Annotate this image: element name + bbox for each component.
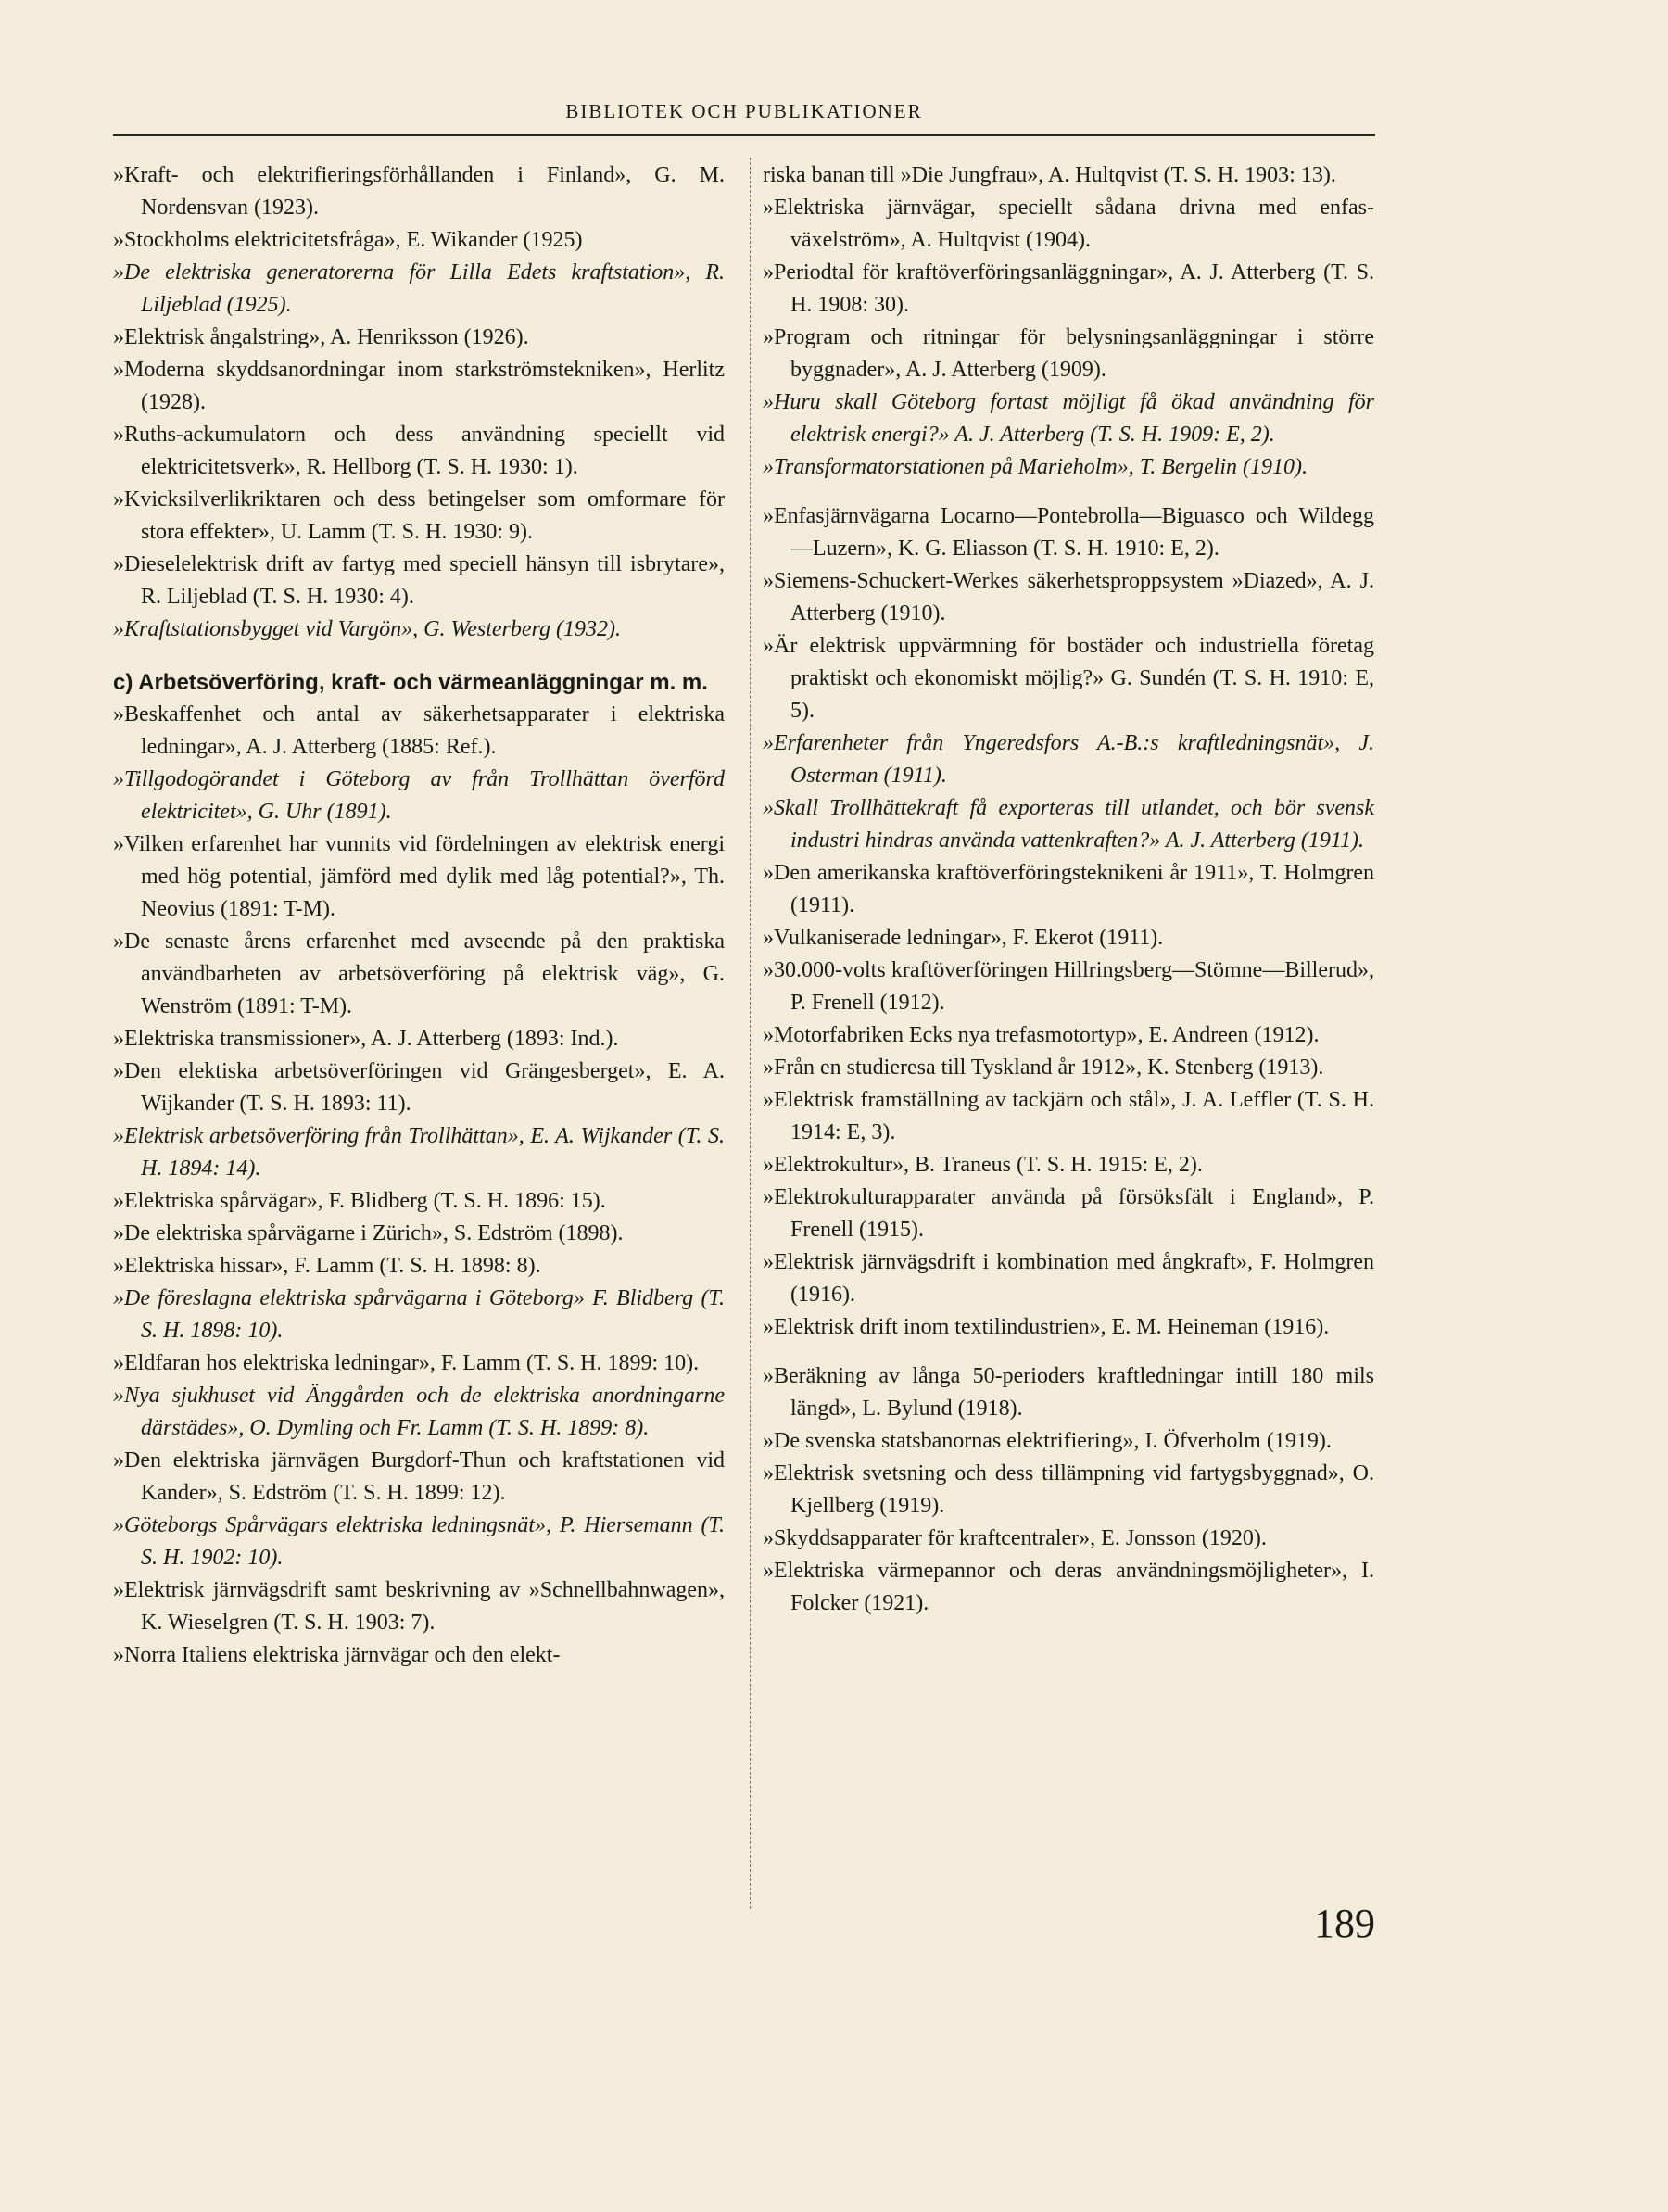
- bibliography-entry: »Huru skall Göteborg fortast möjligt få ökad användning för elektrisk energi?» A. J. Atterberg (T. S. H. 1909: E, 2).: [763, 390, 1374, 447]
- bibliography-entry: »Elektriska hissar», F. Lamm (T. S. H. 1898: 8).: [113, 1254, 541, 1278]
- bibliography-entry: »De elektriska spårvägarne i Zürich», S. Edström (1898).: [113, 1221, 624, 1245]
- bibliography-entry: »Elektriska värmepannor och deras användningsmöjligheter», I. Folcker (1921).: [763, 1559, 1374, 1615]
- bibliography-entry: »De föreslagna elektriska spårvägarna i Göteborg» F. Blidberg (T. S. H. 1898: 10).: [113, 1286, 725, 1343]
- bibliography-entry: »Vilken erfarenhet har vunnits vid fördelningen av elektrisk energi med hög potential, jämförd med dylik med låg potential?», Th. Neovius (1891: T-M).: [113, 832, 725, 921]
- left-column: [113, 159, 725, 1672]
- bibliography-entry: »Enfasjärnvägarna Locarno—Pontebrolla—Biguasco och Wildegg—Luzern», K. G. Eliasson (T. S. H. 1910: E, 2).: [763, 504, 1374, 561]
- bibliography-entry: »Från en studieresa till Tyskland år 1912», K. Stenberg (1913).: [763, 1055, 1324, 1080]
- left-entries-b: [113, 699, 725, 1672]
- bibliography-entry: »Den elektiska arbetsöverföringen vid Grängesberget», E. A. Wijkander (T. S. H. 1893: 11).: [113, 1059, 725, 1116]
- bibliography-entry: »Skall Trollhättekraft få exporteras till utlandet, och bör svensk industri hindras använda vattenkraften?» A. J. Atterberg (1911).: [763, 796, 1374, 853]
- bibliography-entry: »Beräkning av långa 50-perioders kraftledningar intill 180 mils längd», L. Bylund (1918).: [763, 1364, 1374, 1421]
- bibliography-entry: »Är elektrisk uppvärmning för bostäder och industriella företag praktiskt och ekonomiskt möjlig?» G. Sundén (T. S. H. 1910: E, 5).: [763, 634, 1374, 723]
- bibliography-entry: »Elektrokulturapparater använda på försöksfält i England», P. Frenell (1915).: [763, 1185, 1374, 1242]
- bibliography-entry: »Skyddsapparater för kraftcentraler», E. Jonsson (1920).: [763, 1526, 1267, 1550]
- bibliography-entry: »Norra Italiens elektriska järnvägar och den elekt-: [113, 1643, 561, 1667]
- bibliography-entry: »Elektrisk drift inom textilindustrien», E. M. Heineman (1916).: [763, 1315, 1330, 1339]
- bibliography-entry: »Elektrisk arbetsöverföring från Trollhättan», E. A. Wijkander (T. S. H. 1894: 14).: [113, 1124, 725, 1181]
- bibliography-entry: »Kvicksilverlikriktaren och dess betingelser som omformare för stora effekter», U. Lamm (T. S. H. 1930: 9).: [113, 487, 725, 544]
- running-header: BIBLIOTEK OCH PUBLIKATIONER: [565, 100, 923, 122]
- page-number: 189: [1314, 1901, 1375, 1946]
- bibliography-entry: riska banan till »Die Jungfrau», A. Hultqvist (T. S. H. 1903: 13).: [763, 163, 1336, 187]
- spacer: [763, 1344, 1374, 1360]
- bibliography-entry: »Elektrisk järnvägsdrift i kombination med ångkraft», F. Holmgren (1916).: [763, 1250, 1374, 1307]
- bibliography-entry: »Nya sjukhuset vid Änggården och de elektriska anordningarne därstädes», O. Dymling och Fr. Lamm (T. S. H. 1899: 8).: [113, 1384, 725, 1440]
- bibliography-entry: »Transformatorstationen på Marieholm», T. Bergelin (1910).: [763, 455, 1308, 479]
- right-entries-b: [763, 500, 1374, 1344]
- right-column: [763, 159, 1374, 1620]
- bibliography-entry: »Beskaffenhet och antal av säkerhetsapparater i elektriska ledningar», A. J. Atterberg (1885: Ref.).: [113, 702, 725, 759]
- bibliography-entry: »Den amerikanska kraftöverföringsteknikeni år 1911», T. Holmgren (1911).: [763, 861, 1374, 917]
- bibliography-entry: »De elektriska generatorerna för Lilla Edets kraftstation», R. Liljeblad (1925).: [113, 260, 725, 317]
- bibliography-entry: »Periodtal för kraftöverföringsanläggningar», A. J. Atterberg (T. S. H. 1908: 30).: [763, 260, 1374, 317]
- bibliography-entry: »Erfarenheter från Yngeredsfors A.-B.:s kraftledningsnät», J. Osterman (1911).: [763, 731, 1374, 788]
- left-entries-a: [113, 159, 725, 646]
- bibliography-entry: »Stockholms elektricitetsfråga», E. Wikander (1925): [113, 228, 583, 252]
- bibliography-entry: »Elektrisk svetsning och dess tillämpning vid fartygsbyggnad», O. Kjellberg (1919).: [763, 1461, 1374, 1518]
- bibliography-entry: »Elektriska spårvägar», F. Blidberg (T. S. H. 1896: 15).: [113, 1189, 606, 1213]
- right-entries-c: [763, 1360, 1374, 1620]
- bibliography-entry: »Ruths-ackumulatorn och dess användning speciellt vid elektricitetsverk», R. Hellborg (T. S. H. 1930: 1).: [113, 423, 725, 479]
- bibliography-entry: »Vulkaniserade ledningar», F. Ekerot (1911).: [763, 926, 1164, 950]
- bibliography-entry: »Moderna skyddsanordningar inom starkströmstekniken», Herlitz (1928).: [113, 358, 725, 414]
- bibliography-entry: »Elektriska järnvägar, speciellt sådana drivna med enfas-växelström», A. Hultqvist (1904).: [763, 196, 1374, 252]
- header-rule: [113, 134, 1375, 136]
- bibliography-entry: »Elektriska transmissioner», A. J. Atterberg (1893: Ind.).: [113, 1027, 619, 1051]
- column-divider: [750, 158, 751, 1909]
- bibliography-entry: »Tillgodogörandet i Göteborg av från Trollhättan överförd elektricitet», G. Uhr (1891).: [113, 767, 725, 824]
- bibliography-entry: »Program och ritningar för belysningsanläggningar i större byggnader», A. J. Atterberg (1909).: [763, 325, 1374, 382]
- bibliography-entry: »Elektrisk järnvägsdrift samt beskrivning av »Schnellbahnwagen», K. Wieselgren (T. S. H. 1903: 7).: [113, 1578, 725, 1635]
- section-heading: c) Arbetsöverföring, kraft- och värmeanläggningar m. m.: [113, 670, 708, 695]
- bibliography-entry: »De senaste årens erfarenhet med avseende på den praktiska användbarheten av arbetsöverföring på elektrisk väg», G. Wenström (1891: T-M).: [113, 929, 725, 1018]
- bibliography-entry: »Kraftstationsbygget vid Vargön», G. Westerberg (1932).: [113, 617, 621, 641]
- bibliography-entry: »De svenska statsbanornas elektrifiering», I. Öfverholm (1919).: [763, 1429, 1332, 1453]
- spacer: [763, 484, 1374, 500]
- bibliography-entry: »30.000-volts kraftöverföringen Hillringsberg—Stömne—Billerud», P. Frenell (1912).: [763, 958, 1374, 1015]
- bibliography-entry: »Den elektriska järnvägen Burgdorf-Thun och kraftstationen vid Kander», S. Edström (T. S. H. 1899: 12).: [113, 1448, 725, 1505]
- bibliography-entry: »Motorfabriken Ecks nya trefasmotortyp», E. Andreen (1912).: [763, 1023, 1320, 1047]
- bibliography-entry: »Göteborgs Spårvägars elektriska ledningsnät», P. Hiersemann (T. S. H. 1902: 10).: [113, 1513, 725, 1570]
- bibliography-entry: »Elektrokultur», B. Traneus (T. S. H. 1915: E, 2).: [763, 1153, 1203, 1177]
- bibliography-entry: »Elektrisk ångalstring», A. Henriksson (1926).: [113, 325, 529, 349]
- right-entries-a: [763, 159, 1374, 484]
- bibliography-entry: »Eldfaran hos elektriska ledningar», F. Lamm (T. S. H. 1899: 10).: [113, 1351, 700, 1375]
- bibliography-entry: »Elektrisk framställning av tackjärn och stål», J. A. Leffler (T. S. H. 1914: E, 3).: [763, 1088, 1374, 1144]
- bibliography-entry: »Kraft- och elektrifieringsförhållanden i Finland», G. M. Nordensvan (1923).: [113, 163, 725, 220]
- bibliography-entry: »Dieselelektrisk drift av fartyg med speciell hänsyn till isbrytare», R. Liljeblad (T. S. H. 1930: 4).: [113, 552, 725, 609]
- bibliography-entry: »Siemens-Schuckert-Werkes säkerhetsproppsystem »Diazed», A. J. Atterberg (1910).: [763, 569, 1374, 626]
